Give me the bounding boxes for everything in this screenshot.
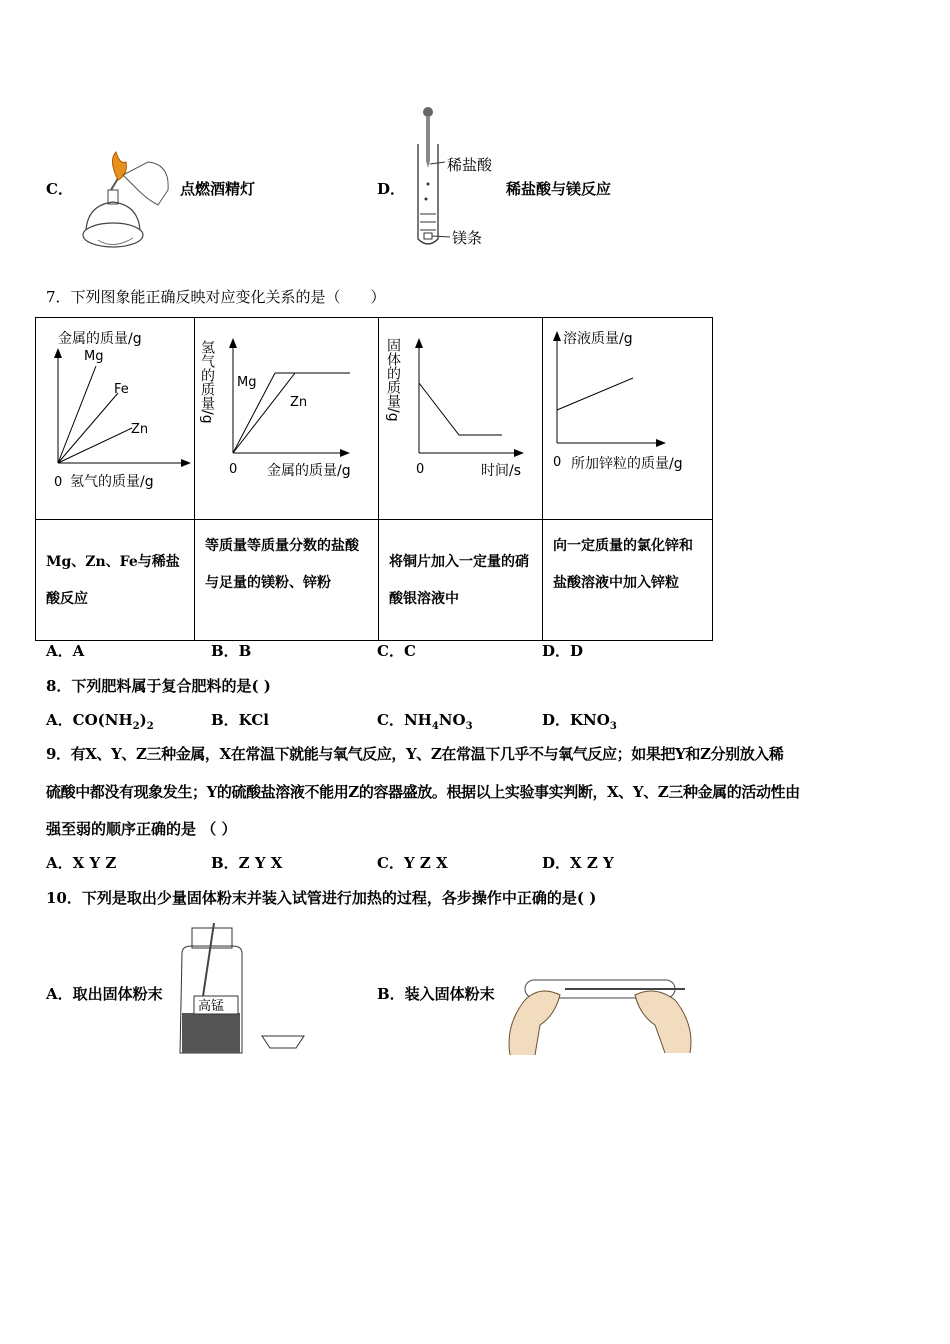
graph-b-ylabel: 氢气的质量/g <box>199 340 215 424</box>
q7-graph-table <box>35 317 713 641</box>
test-tube-mg-figure <box>405 104 505 252</box>
caption-cell-a <box>36 520 195 641</box>
graph-a-origin: 0 <box>54 475 63 490</box>
q7-stem: 7．下列图象能正确反映对应变化关系的是（ ） <box>46 288 386 306</box>
q9-stem-line1: 9．有X、Y、Z三种金属，X在常温下就能与氧气反应，Y、Z在常温下几乎不与氧气反应；如果把Y和Z分别放入稀 <box>46 745 784 763</box>
q6-option-d-label: D． <box>377 180 406 198</box>
q10-option-b[interactable]: B．装入固体粉末 <box>377 985 495 1003</box>
q8-c-text: C．NH <box>377 711 432 729</box>
graph-b-s1: Mg <box>237 375 257 390</box>
q7-option-d[interactable]: D．D <box>542 642 584 660</box>
graph-a-s2: Fe <box>114 382 129 397</box>
q10-option-a[interactable]: A．取出固体粉末 <box>46 985 163 1003</box>
q8-a-post: ) <box>139 711 147 729</box>
graph-a-ylabel: 金属的质量/g <box>58 331 142 347</box>
q8-d-sub: 3 <box>609 721 617 732</box>
q8-c-mid: NO <box>438 711 466 729</box>
caption-c: 将铜片加入一定量的硝酸银溶液中 <box>389 554 529 607</box>
graph-c-origin: 0 <box>416 462 425 477</box>
q7-option-b[interactable]: B．B <box>211 642 252 660</box>
graph-d-ylabel: 溶液质量/g <box>563 331 633 347</box>
alcohol-lamp-figure <box>78 150 178 255</box>
graph-b-s2: Zn <box>290 395 308 410</box>
q9-stem-line3: 强至弱的顺序正确的是 （ ） <box>46 820 237 838</box>
graph-b-xlabel: 金属的质量/g <box>267 463 351 479</box>
q8-option-a[interactable] <box>46 709 154 732</box>
caption-b: 等质量等质量分数的盐酸与足量的镁粉、锌粉 <box>205 538 359 591</box>
graph-c-xlabel: 时间/s <box>481 463 522 479</box>
q8-c-sub: 4 <box>431 721 439 732</box>
q8-option-b[interactable]: B．KCl <box>211 711 269 729</box>
graph-a-s1: Mg <box>84 349 104 364</box>
q8-option-c[interactable] <box>377 709 473 732</box>
q6-option-d-text: 稀盐酸与镁反应 <box>506 180 612 198</box>
test-tube-loading-figure <box>505 965 695 1060</box>
q6-option-c-text: 点燃酒精灯 <box>180 180 256 198</box>
caption-cell-c <box>379 520 543 641</box>
q9-stem-line2: 硫酸中都没有现象发生；Y的硫酸盐溶液不能用Z的容器盛放。根据以上实验事实判断，X、Y、Z三种金属的活动性由 <box>46 783 800 801</box>
q8-d-text: D．KNO <box>542 711 610 729</box>
q9-option-d[interactable]: D．X Z Y <box>542 854 614 872</box>
graph-cell-a <box>36 318 195 520</box>
q8-a-sub2: 2 <box>146 721 154 732</box>
q7-option-c[interactable]: C．C <box>377 642 416 660</box>
caption-a: Mg、Zn、Fe与稀盐酸反应 <box>46 554 180 607</box>
graph-cell-c <box>379 318 543 520</box>
caption-d: 向一定质量的氯化锌和盐酸溶液中加入锌粒 <box>553 538 693 591</box>
q8-stem: 8．下列肥料属于复合肥料的是( ) <box>46 677 271 695</box>
q9-option-b[interactable]: B．Z Y X <box>211 854 283 872</box>
q8-option-d[interactable] <box>542 709 617 732</box>
graph-a <box>36 318 194 515</box>
reagent-bottle-figure <box>172 918 312 1058</box>
graph-d-origin: 0 <box>553 455 562 470</box>
acid-label: 稀盐酸 <box>447 156 493 174</box>
graph-cell-b <box>195 318 379 520</box>
q8-a-text: A．CO(NH <box>46 711 133 729</box>
graph-d <box>543 318 712 515</box>
q8-c-sub2: 3 <box>465 721 473 732</box>
graph-b-origin: 0 <box>229 462 238 477</box>
q9-option-c[interactable]: C．Y Z X <box>377 854 448 872</box>
q6-option-c-label: C． <box>46 180 73 198</box>
graph-d-xlabel: 所加锌粒的质量/g <box>571 456 683 472</box>
graph-c <box>379 318 542 515</box>
mg-strip-label: 镁条 <box>452 229 483 247</box>
graph-cell-d <box>543 318 713 520</box>
caption-cell-b <box>195 520 379 641</box>
q8-a-sub: 2 <box>132 721 140 732</box>
graph-b <box>195 318 378 515</box>
graph-a-s3: Zn <box>131 422 149 437</box>
q9-option-a[interactable]: A．X Y Z <box>46 854 117 872</box>
q7-option-a[interactable]: A．A <box>46 642 85 660</box>
bottle-label: 高锰 <box>198 999 225 1014</box>
graph-a-xlabel: 氢气的质量/g <box>70 474 154 490</box>
q10-stem: 10．下列是取出少量固体粉末并装入试管进行加热的过程，各步操作中正确的是( ) <box>46 889 597 907</box>
caption-cell-d <box>543 520 713 641</box>
graph-c-ylabel: 固体的质量/g <box>385 338 401 422</box>
